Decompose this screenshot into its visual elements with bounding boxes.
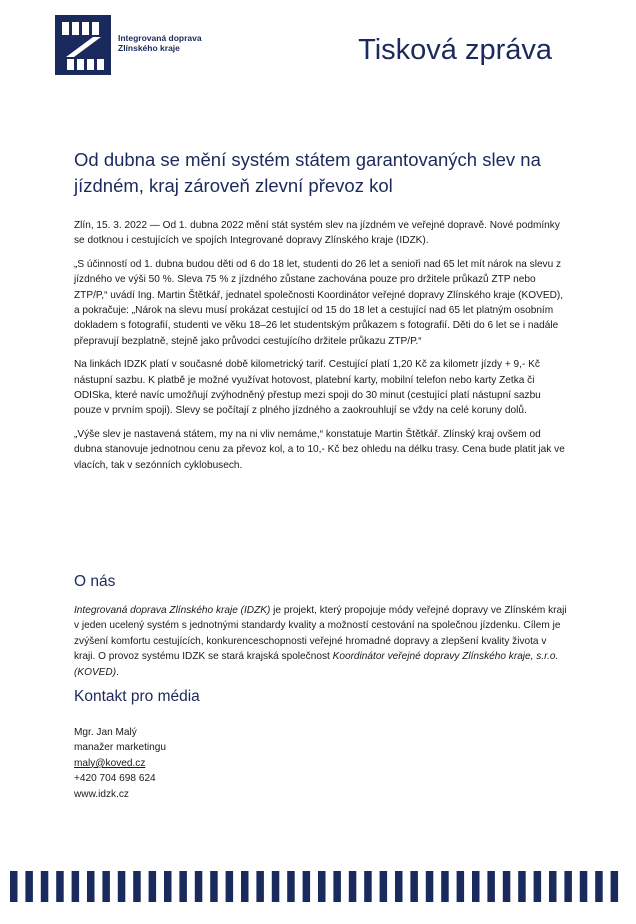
footer-stripe — [118, 871, 126, 902]
footer-stripe — [518, 871, 526, 902]
footer-stripe — [149, 871, 157, 902]
about-body: je projekt, který propojuje módy veřejné dopravy ve Zlínském kraji v jeden ucelený systém s jednotnými standardy kvality a možností cestování na společnou jízdenku. Cílem je zvýšení komfortu cestujících, konkurenceschopnosti veřejné hromadné dopravy a zlepšení kvality života v kraji. O provoz systému IDZK se stará krajská společnost — [74, 605, 567, 663]
footer-stripe — [549, 871, 557, 902]
footer-stripe — [426, 871, 434, 902]
footer-stripe — [472, 871, 480, 902]
footer-stripe — [395, 871, 403, 902]
paragraph-bike-transport: „Výše slev je nastavená státem, my na ni vliv nemáme,“ konstatuje Martin Štětkář. Zlínský kraj ovšem od dubna stanovuje jednotnou cenu za převoz kol, a to 10,- Kč bez ohledu na délku trasy. Cena bude platit jak ve vlacích, tak v sezónních cyklobusech. — [74, 428, 565, 471]
footer-stripe — [364, 871, 372, 902]
document-type-title: Tisková zpráva — [358, 34, 552, 66]
contact-phone: +420 704 698 624 — [74, 773, 156, 785]
footer-stripe — [611, 871, 619, 902]
footer-stripe — [487, 871, 495, 902]
footer-stripe — [564, 871, 572, 902]
footer-stripe — [72, 871, 80, 902]
footer-stripe — [595, 871, 603, 902]
footer-stripe — [333, 871, 341, 902]
footer-stripe — [380, 871, 388, 902]
footer-stripe — [349, 871, 357, 902]
footer-stripe — [133, 871, 141, 902]
footer-stripe — [580, 871, 588, 902]
footer-stripe — [503, 871, 511, 902]
footer-stripe — [410, 871, 418, 902]
about-text — [74, 603, 568, 680]
paragraph-quote-discounts: „S účinností od 1. dubna budou děti od 6 do 18 let, studenti do 26 let a senioři nad 65 let mít nárok na slevu z jízdného ve výši 50 %. Sleva 75 % z jízdného zůstane zachována pouze pro držitele průkazů ZTP nebo ZTP/P,“ uvádí Ing. Martin Štětkář, jednatel společnosti Koordinátor veřejné dopravy Zlínského kraje (KOVED), a pokračuje: „Nárok na slevu musí prokázat cestující od 15 do 18 let a cestující nad 65 let platným osobním dokladem s fotografií, studenti ve věku 18–26 let studentským průkazem s fotografií. Děti do 6 let se i nadále přepravují bezplatně, stejně jako průvodci cestujícího držitele průkazu ZTP/P.“ — [74, 258, 564, 347]
contact-block — [74, 725, 166, 802]
contact-name: Mgr. Jan Malý — [74, 727, 137, 738]
contact-web: www.idzk.cz — [74, 788, 129, 800]
press-release-body — [74, 218, 568, 481]
footer-stripe — [318, 871, 326, 902]
footer-stripe — [226, 871, 234, 902]
footer-stripe — [41, 871, 49, 902]
footer-stripe — [441, 871, 449, 902]
footer-stripe — [287, 871, 295, 902]
footer-stripe — [10, 871, 18, 902]
footer-stripe — [87, 871, 95, 902]
footer-stripe — [303, 871, 311, 902]
footer-stripe — [56, 871, 64, 902]
press-release-headline: Od dubna se mění systém státem garantovaných slev na jízdném, kraj zároveň zlevní převoz kol — [74, 149, 541, 196]
paragraph-tariff: Na linkách IDZK platí v současné době kilometrický tarif. Cestující platí 1,20 Kč za kilometr jízdy + 9,- Kč nástupní sazbu. K platbě je možné využívat hotovost, platební karty, mobilní telefon nebo karty Zetka či ODISka, které navíc umožňují zvýhodněný přestup mezi spoji do 30 minut (cestující platí nástupní sazbu pouze v prvním spoji). Slevy se počítají z plného jízdného a zaokrouhlují se vždy na celé koruny dolů. — [74, 359, 541, 417]
idzk-logo-icon — [55, 15, 111, 75]
footer-stripe — [241, 871, 249, 902]
brand-logo — [55, 15, 202, 75]
about-koved-name: Koordinátor veřejné dopravy Zlínského kraje, s.r.o. (KOVED) — [74, 651, 559, 678]
footer-stripe — [272, 871, 280, 902]
contact-heading: Kontakt pro média — [74, 688, 200, 705]
footer-stripe — [195, 871, 203, 902]
footer-stripe — [256, 871, 264, 902]
footer-stripe — [210, 871, 218, 902]
footer-stripe — [102, 871, 110, 902]
about-idzk-name: Integrovaná doprava Zlínského kraje (IDZK) — [74, 605, 271, 616]
paragraph-intro: Zlín, 15. 3. 2022 — Od 1. dubna 2022 mění stát systém slev na jízdném ve veřejné dopravě. Nové podmínky se dotknou i cestujících ve spojích Integrované dopravy Zlínského kraje (IDZK). — [74, 220, 560, 247]
footer-stripe — [25, 871, 33, 902]
about-end: . — [116, 666, 119, 678]
logo-line-1: Integrovaná doprava — [118, 33, 202, 43]
contact-email-link[interactable]: maly@koved.cz — [74, 757, 146, 769]
about-heading: O nás — [74, 573, 116, 590]
footer-stripe — [164, 871, 172, 902]
footer-stripe — [179, 871, 187, 902]
logo-text — [118, 33, 202, 53]
logo-line-2: Zlínského kraje — [118, 43, 180, 53]
contact-role: manažer marketingu — [74, 742, 167, 754]
footer-stripe — [457, 871, 465, 902]
footer-stripe — [534, 871, 542, 902]
footer-stripes — [0, 871, 636, 902]
